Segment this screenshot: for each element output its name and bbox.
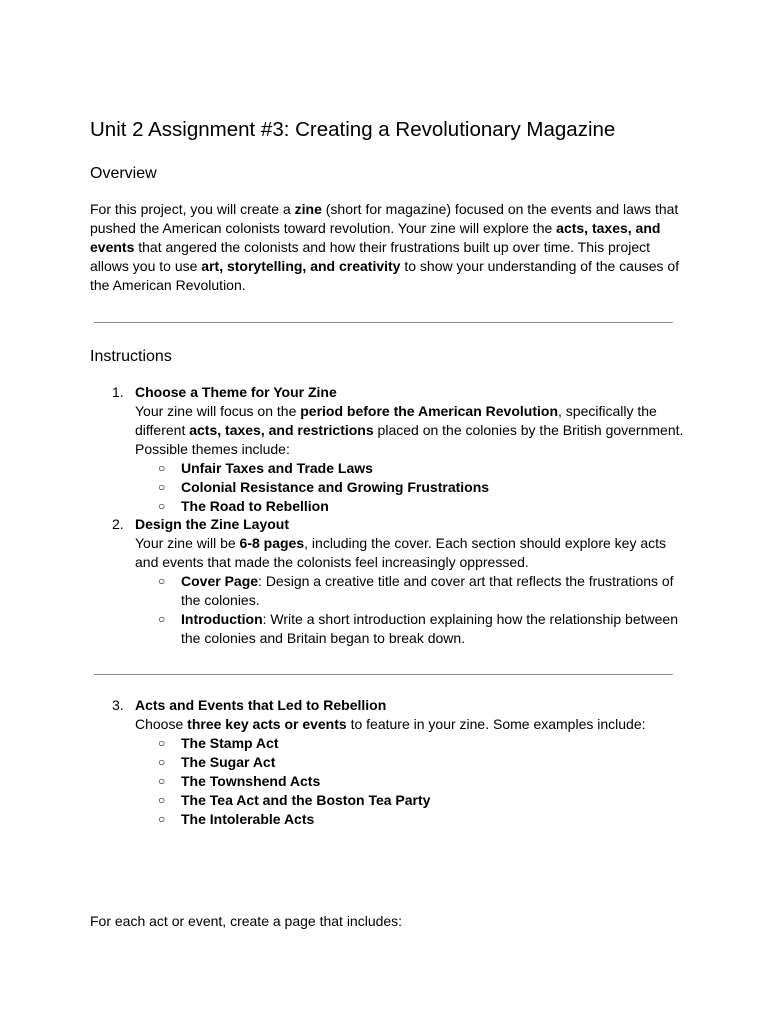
overview-heading: Overview: [90, 165, 157, 182]
item-description: [135, 534, 687, 572]
bullet-icon: ○: [158, 461, 166, 475]
list-item: [135, 572, 687, 610]
overview-paragraph: [90, 200, 690, 295]
overview-text-1: For this project, you will create a: [90, 201, 295, 217]
item-title: Acts and Events that Led to Rebellion: [135, 697, 387, 713]
item-description: [135, 715, 687, 734]
item-body: [135, 696, 687, 829]
list-item-label: Introduction: [181, 611, 263, 627]
list-item-label: The Road to Rebellion: [181, 498, 329, 514]
footer-paragraph: For each act or event, create a page that includes:: [90, 913, 403, 929]
overview-bold-art: art, storytelling, and creativity: [201, 258, 401, 274]
list-item-text: : Write a short introduction explaining how the relationship between the colonies and Britain began to break down.: [181, 611, 678, 646]
instructions-heading: Instructions: [90, 348, 172, 365]
item-text: , including the cover. Each section should explore key acts and events that made the colonists feel increasingly oppressed.: [135, 535, 667, 570]
list-item: [135, 753, 687, 772]
item-bold: 6-8 pages: [239, 535, 305, 551]
item-body: [135, 383, 687, 516]
list-item-label: The Sugar Act: [181, 754, 276, 770]
list-item: [135, 459, 687, 478]
list-item: [135, 478, 687, 497]
list-item-label: The Stamp Act: [181, 735, 279, 751]
item-number: 3.: [112, 697, 124, 713]
item-number: 1.: [112, 384, 124, 400]
list-item-label: The Intolerable Acts: [181, 811, 315, 827]
bullet-icon: ○: [158, 574, 166, 588]
list-item-label: Unfair Taxes and Trade Laws: [181, 460, 373, 476]
bullet-icon: ○: [158, 499, 166, 513]
item-text: , specifically the different: [135, 403, 657, 438]
item-description: [135, 402, 687, 459]
item-bold: period before the American Revolution: [300, 403, 558, 419]
bullet-icon: ○: [158, 793, 166, 807]
list-item: [135, 772, 687, 791]
acts-list: [135, 734, 687, 829]
overview-bold-zine: zine: [294, 201, 322, 217]
bullet-icon: ○: [158, 480, 166, 494]
item-bold: acts, taxes, and restrictions: [189, 422, 374, 438]
bullet-icon: ○: [158, 755, 166, 769]
horizontal-rule-1: [94, 322, 673, 323]
item-text: Your zine will be: [135, 535, 240, 551]
list-item: [135, 610, 687, 648]
list-item-label: The Townshend Acts: [181, 773, 321, 789]
list-item-label: Colonial Resistance and Growing Frustrations: [181, 479, 490, 495]
bullet-icon: ○: [158, 774, 166, 788]
list-item: [135, 497, 687, 516]
item-body: [135, 515, 687, 648]
list-item: [135, 791, 687, 810]
list-item-label: The Tea Act and the Boston Tea Party: [181, 792, 431, 808]
horizontal-rule-2: [94, 674, 673, 675]
bullet-icon: ○: [158, 736, 166, 750]
item-text: placed on the colonies by the British government. Possible themes include:: [135, 422, 684, 457]
overview-text-4: to show your understanding of the causes of the American Revolution.: [90, 258, 680, 293]
document-title: Unit 2 Assignment #3: Creating a Revolutionary Magazine: [90, 118, 616, 141]
list-item-label: Cover Page: [181, 573, 259, 589]
overview-text-3: that angered the colonists and how their frustrations built up over time. This project allows you to use: [90, 239, 651, 274]
item-text: Your zine will focus on the: [135, 403, 301, 419]
overview-text-2: (short for magazine) focused on the events and laws that pushed the American colonists toward revolution. Your zine will explore the: [90, 201, 679, 236]
overview-bold-acts: acts, taxes, and events: [90, 220, 661, 255]
item-text: Choose: [135, 716, 188, 732]
list-item: [135, 734, 687, 753]
item-title: Design the Zine Layout: [135, 516, 290, 532]
list-item: [135, 810, 687, 829]
theme-list: [135, 459, 687, 516]
bullet-icon: ○: [158, 612, 166, 626]
item-title: Choose a Theme for Your Zine: [135, 384, 337, 400]
item-number: 2.: [112, 516, 124, 532]
item-bold: three key acts or events: [187, 716, 347, 732]
item-text: to feature in your zine. Some examples include:: [346, 716, 646, 732]
bullet-icon: ○: [158, 812, 166, 826]
list-item-text: : Design a creative title and cover art that reflects the frustrations of the colonies.: [181, 573, 674, 608]
layout-list: [135, 572, 687, 648]
